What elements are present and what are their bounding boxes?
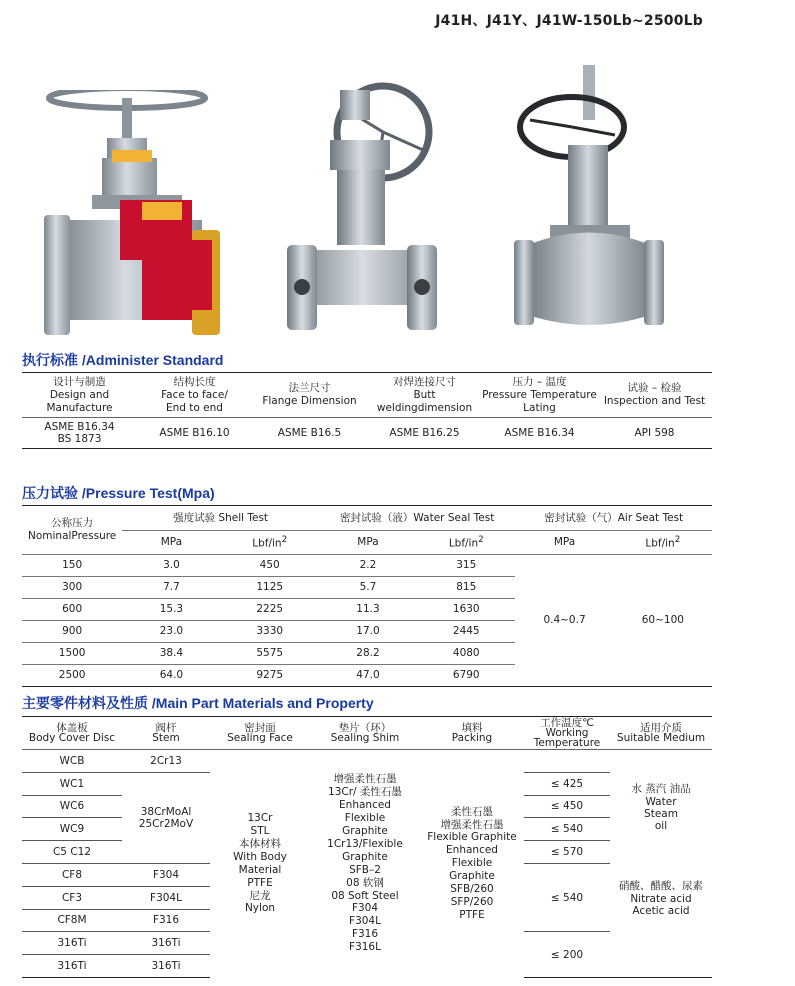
material-row <box>22 750 712 773</box>
nominal-value: 1500 <box>22 642 122 664</box>
stem-material: 316Ti <box>122 955 210 978</box>
shell-lbf: 3330 <box>221 620 319 642</box>
shell-lbf: 5575 <box>221 642 319 664</box>
stem-material: F316 <box>122 909 210 932</box>
value-flange: ASME B16.5 <box>252 418 367 449</box>
water-mpa: 5.7 <box>319 576 417 598</box>
temp-value: ≤ 570 <box>524 841 610 864</box>
body-material: WC9 <box>22 818 122 841</box>
stem-material: 2Cr13 <box>122 750 210 773</box>
body-material: WCB <box>22 750 122 773</box>
valve-cutaway-image <box>42 90 232 335</box>
stem-material: 316Ti <box>122 932 210 955</box>
value-butt-weld: ASME B16.25 <box>367 418 482 449</box>
medium-cell-1: 水 蒸汽 油品 Water Steam oil <box>631 783 691 833</box>
medium-blank <box>610 932 712 978</box>
unit-lbf: Lbf/$in^2$ <box>614 530 712 554</box>
header-face-to-face: 结构长度 Face to face/ End to end <box>137 373 252 418</box>
pressure-title-en: /Pressure Test(Mpa) <box>78 485 215 501</box>
header-stem: 阀杆 Stem <box>122 717 210 750</box>
water-lbf: 6790 <box>417 664 515 686</box>
materials-header-row <box>22 717 712 750</box>
nominal-pressure-header: 公称压力 NominalPressure <box>22 506 122 554</box>
header-temperature: 工作温度℃ Working Temperature <box>524 717 610 750</box>
air-mpa-range: 0.4~0.7 <box>515 554 613 686</box>
shell-mpa: 64.0 <box>122 664 220 686</box>
header-medium: 适用介质 Suitable Medium <box>610 717 712 750</box>
body-material: C5 C12 <box>22 841 122 864</box>
pressure-unit-row <box>22 530 712 554</box>
standard-header-row <box>22 373 712 418</box>
shell-mpa: 3.0 <box>122 554 220 576</box>
sealing-shim-cell: 增强柔性石墨 13Cr/ 柔性石墨 Enhanced Flexible Graphite 1Cr13/Flexible Graphite SFB–2 08 软钢 08 Soft Steel F304 F304L F316 F316L <box>327 773 403 954</box>
temp-blank <box>524 750 610 773</box>
header-body: 体盖板 Body Cover Disc <box>22 717 122 750</box>
stem-material: F304L <box>122 886 210 909</box>
shell-mpa: 38.4 <box>122 642 220 664</box>
nominal-value: 900 <box>22 620 122 642</box>
medium-cell-2: 硝酸、醋酸、尿素 Nitrate acid Acetic acid <box>619 880 703 918</box>
header-design: 设计与制造 Design and Manufacture <box>22 373 137 418</box>
shell-lbf: 2225 <box>221 598 319 620</box>
value-pressure-temp: ASME B16.34 <box>482 418 597 449</box>
body-material: CF8M <box>22 909 122 932</box>
water-seal-header: 密封试验（液）Water Seal Test <box>319 506 516 530</box>
header-pressure-temp: 压力 – 温度 Pressure Temperature Lating <box>482 373 597 418</box>
unit-lbf: Lbf/$in^2$ <box>221 530 319 554</box>
valve-gear-operated-image <box>285 70 440 335</box>
temp-value: ≤ 540 <box>524 818 610 841</box>
standard-value-row <box>22 418 712 449</box>
air-lbf-range: 60~100 <box>614 554 712 686</box>
temp-value: ≤ 425 <box>524 772 610 795</box>
water-mpa: 28.2 <box>319 642 417 664</box>
temp-value: ≤ 540 <box>524 863 610 931</box>
materials-section-title <box>22 693 374 713</box>
shell-test-header: 强度试验 Shell Test <box>122 506 319 530</box>
standard-title-en: /Administer Standard <box>78 352 224 368</box>
value-face-to-face: ASME B16.10 <box>137 418 252 449</box>
temp-value: ≤ 450 <box>524 795 610 818</box>
standard-section-title <box>22 350 223 370</box>
body-material: 316Ti <box>22 955 122 978</box>
body-material: WC6 <box>22 795 122 818</box>
temp-value: ≤ 200 <box>524 932 610 978</box>
pressure-group-row <box>22 506 712 530</box>
water-mpa: 17.0 <box>319 620 417 642</box>
nominal-value: 300 <box>22 576 122 598</box>
model-title: J41H、J41Y、J41W-150Lb~2500Lb <box>435 13 703 29</box>
stem-material: F304 <box>122 863 210 886</box>
pressure-table <box>22 506 712 687</box>
materials-table <box>22 717 712 978</box>
unit-mpa: MPa <box>319 530 417 554</box>
standard-table <box>22 373 712 449</box>
body-material: CF8 <box>22 863 122 886</box>
valve-handwheel-image <box>510 65 668 330</box>
unit-lbf: Lbf/$in^2$ <box>417 530 515 554</box>
nominal-value: 2500 <box>22 664 122 686</box>
header-packing: 填料 Packing <box>420 717 524 750</box>
nominal-value: 150 <box>22 554 122 576</box>
pressure-row <box>22 554 712 576</box>
air-seat-header: 密封试验（气）Air Seat Test <box>515 506 712 530</box>
water-mpa: 11.3 <box>319 598 417 620</box>
standard-title-cn: 执行标准 <box>22 353 78 369</box>
shell-mpa: 7.7 <box>122 576 220 598</box>
header-flange: 法兰尺寸 Flange Dimension <box>252 373 367 418</box>
water-lbf: 315 <box>417 554 515 576</box>
header-sealing-shim: 垫片（环） Sealing Shim <box>310 717 420 750</box>
sealing-face-cell: 13Cr STL 本体材料 With Body Material PTFE 尼龙 Nylon <box>233 812 287 915</box>
packing-cell: 柔性石墨 增强柔性石墨 Flexible Graphite Enhanced Flexible Graphite SFB/260 SFP/260 PTFE <box>427 805 517 921</box>
header-butt-weld: 对焊连接尺寸 Butt weldingdimension <box>367 373 482 418</box>
nominal-value: 600 <box>22 598 122 620</box>
body-material: CF3 <box>22 886 122 909</box>
value-design: ASME B16.34 BS 1873 <box>22 418 137 449</box>
header-inspection: 试验 – 检验 Inspection and Test <box>597 373 712 418</box>
water-mpa: 47.0 <box>319 664 417 686</box>
materials-title-en: /Main Part Materials and Property <box>148 695 374 711</box>
materials-title-cn: 主要零件材料及性质 <box>22 696 148 712</box>
water-lbf: 1630 <box>417 598 515 620</box>
shell-mpa: 15.3 <box>122 598 220 620</box>
stem-material-mo: 38CrMoAl 25Cr2MoV <box>122 772 210 863</box>
pressure-section-title <box>22 483 215 503</box>
unit-mpa: MPa <box>122 530 220 554</box>
value-inspection: API 598 <box>597 418 712 449</box>
water-lbf: 815 <box>417 576 515 598</box>
shell-lbf: 1125 <box>221 576 319 598</box>
body-material: 316Ti <box>22 932 122 955</box>
water-mpa: 2.2 <box>319 554 417 576</box>
header-sealing-face: 密封面 Sealing Face <box>210 717 310 750</box>
water-lbf: 4080 <box>417 642 515 664</box>
shell-lbf: 9275 <box>221 664 319 686</box>
water-lbf: 2445 <box>417 620 515 642</box>
body-material: WC1 <box>22 772 122 795</box>
pressure-title-cn: 压力试验 <box>22 486 78 502</box>
unit-mpa: MPa <box>515 530 613 554</box>
shell-mpa: 23.0 <box>122 620 220 642</box>
shell-lbf: 450 <box>221 554 319 576</box>
